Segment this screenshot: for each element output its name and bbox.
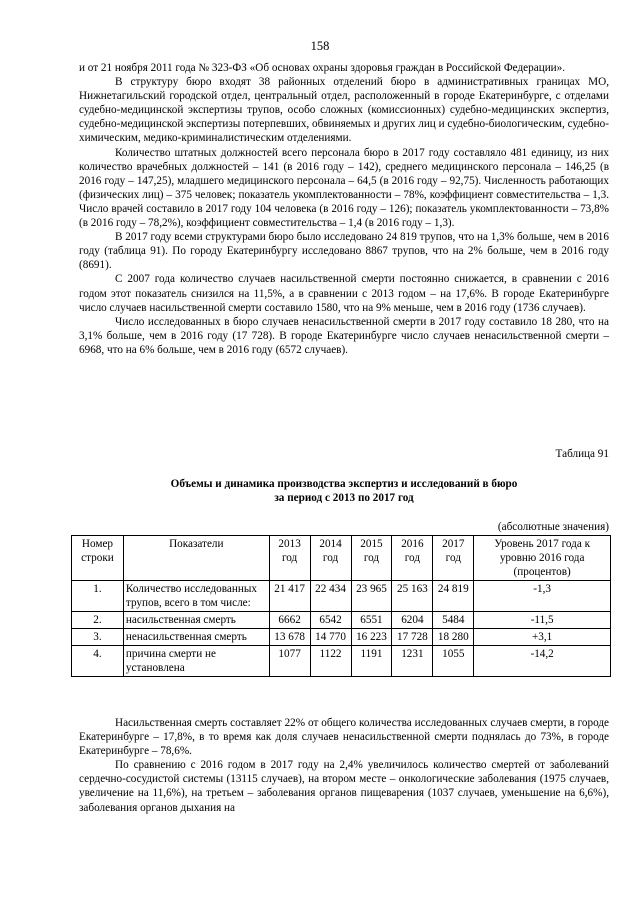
header-level: Уровень 2017 года к уровню 2016 года (процентов)	[474, 536, 611, 581]
paragraph: Насильственная смерть составляет 22% от общего количества исследованных случаев смерти, в городе Екатеринбурге – 17,8%, в то время как доля случаев ненасильственной смерти поднялась до 73%, в городе Екатеринбурге – 78,6%.	[79, 717, 609, 758]
paragraph: Количество штатных должностей всего персонала бюро в 2017 году составляло 481 единицу, из них количество врачебных должностей – 141 (в 2016 году – 142), среднего медицинского персонала – 146,25 (в 2016 году – 147,25), младшего медицинского персонала – 64,5 (в 2016 году – 92,75). Численность работающих (физических лиц) – 375 человек; показатель укомплектованности – 78%, коэффициент совместительства – 1,3. Число врачей составило в 2017 году 104 человека (в 2016 году – 126); показатель укомплектованности – 73,8% (в 2016 году – 78,2%), коэффициент совместительства – 1,4 (в 2016 году – 1,3).	[79, 146, 609, 230]
cell-2013: 21 417	[269, 581, 310, 612]
cell-2013: 1077	[269, 646, 310, 677]
body-text-top	[79, 61, 609, 357]
header-2014: 2014 год	[310, 536, 351, 581]
header-row-number: Номер строки	[72, 536, 124, 581]
cell-label: ненасильственная смерть	[123, 629, 269, 646]
header-2013: 2013 год	[269, 536, 310, 581]
body-text-bottom	[79, 716, 609, 815]
cell-level: -14,2	[474, 646, 611, 677]
table-title-line: Объемы и динамика производства экспертиз и исследований в бюро	[170, 478, 518, 490]
cell-2016: 17 728	[392, 629, 433, 646]
cell-2014: 6542	[310, 612, 351, 629]
cell-2014: 1122	[310, 646, 351, 677]
paragraph: В 2017 году всеми структурами бюро было исследовано 24 819 трупов, что на 1,3% больше, чем в 2016 году (таблица 91). По городу Екатеринбургу исследовано 8867 трупов, что на 2% больше, чем в 2016 году (8691).	[79, 231, 609, 272]
cell-2017: 18 280	[433, 629, 474, 646]
header-2016: 2016 год	[392, 536, 433, 581]
table-row	[72, 629, 611, 646]
paragraph: В структуру бюро входят 38 районных отделений бюро в административных границах МО, Нижнетагильский городской отдел, центральный отдел, расположенный в городе Екатеринбурге, с отделами судебно-медицинской экспертизы трупов, особо сложных (комиссионных) судебно-медицинских экспертиз, судебно-медицинской экспертизы потерпевших, обвиняемых и других лиц и судебно-биологическим, судебно-химическим, медико-криминалистическим отделениями.	[79, 76, 609, 145]
cell-2017: 1055	[433, 646, 474, 677]
cell-number: 1.	[72, 581, 124, 612]
cell-label: Количество исследованных трупов, всего в том числе:	[123, 581, 269, 612]
header-2015: 2015 год	[351, 536, 392, 581]
table-title	[79, 477, 609, 505]
cell-number: 3.	[72, 629, 124, 646]
cell-number: 2.	[72, 612, 124, 629]
cell-level: +3,1	[474, 629, 611, 646]
cell-number: 4.	[72, 646, 124, 677]
paragraph: С 2007 года количество случаев насильственной смерти постоянно снижается, в сравнении с 2016 годом этот показатель снизился на 11,5%, а в сравнении с 2013 годом – на 17,6%. В городе Екатеринбурге число случаев насильственной смерти составило 1580, что на 9% меньше, чем в 2016 году (1736 случаев).	[79, 273, 609, 314]
cell-level: -11,5	[474, 612, 611, 629]
cell-2015: 6551	[351, 612, 392, 629]
table-row	[72, 612, 611, 629]
cell-2015: 1191	[351, 646, 392, 677]
cell-2016: 1231	[392, 646, 433, 677]
table-row	[72, 581, 611, 612]
data-table	[71, 535, 611, 677]
table-title-line: за период с 2013 по 2017 год	[274, 492, 414, 504]
cell-2013: 13 678	[269, 629, 310, 646]
table-units: (абсолютные значения)	[497, 521, 609, 533]
paragraph: и от 21 ноября 2011 года № 323-ФЗ «Об основах охраны здоровья граждан в Российской Федерации».	[79, 62, 566, 74]
cell-2013: 6662	[269, 612, 310, 629]
table-label: Таблица 91	[555, 448, 609, 460]
cell-2017: 24 819	[433, 581, 474, 612]
cell-label: насильственная смерть	[123, 612, 269, 629]
table-row	[72, 646, 611, 677]
cell-2014: 22 434	[310, 581, 351, 612]
cell-2016: 25 163	[392, 581, 433, 612]
cell-2015: 23 965	[351, 581, 392, 612]
cell-2014: 14 770	[310, 629, 351, 646]
paragraph: Число исследованных в бюро случаев ненасильственной смерти в 2017 году составило 18 280, что на 3,1% больше, чем в 2016 году (17 728). В городе Екатеринбурге число случаев ненасильственной смерти – 6968, что на 6% больше, чем в 2016 году (6572 случаев).	[79, 315, 609, 356]
cell-level: -1,3	[474, 581, 611, 612]
cell-2016: 6204	[392, 612, 433, 629]
cell-label: причина смерти не установлена	[123, 646, 269, 677]
paragraph: По сравнению с 2016 годом в 2017 году на 2,4% увеличилось количество смертей от заболеваний сердечно-сосудистой системы (13115 случаев), на втором месте – онкологические заболевания (1975 случаев, увеличение на 11,6%), на третьем – заболевания органов пищеварения (1037 случаев, уменьшение на 6,6%), заболевания органов дыхания на	[79, 759, 609, 814]
cell-2017: 5484	[433, 612, 474, 629]
table-header-row	[72, 536, 611, 581]
page-number: 158	[310, 39, 330, 53]
header-indicator: Показатели	[123, 536, 269, 581]
cell-2015: 16 223	[351, 629, 392, 646]
header-2017: 2017 год	[433, 536, 474, 581]
